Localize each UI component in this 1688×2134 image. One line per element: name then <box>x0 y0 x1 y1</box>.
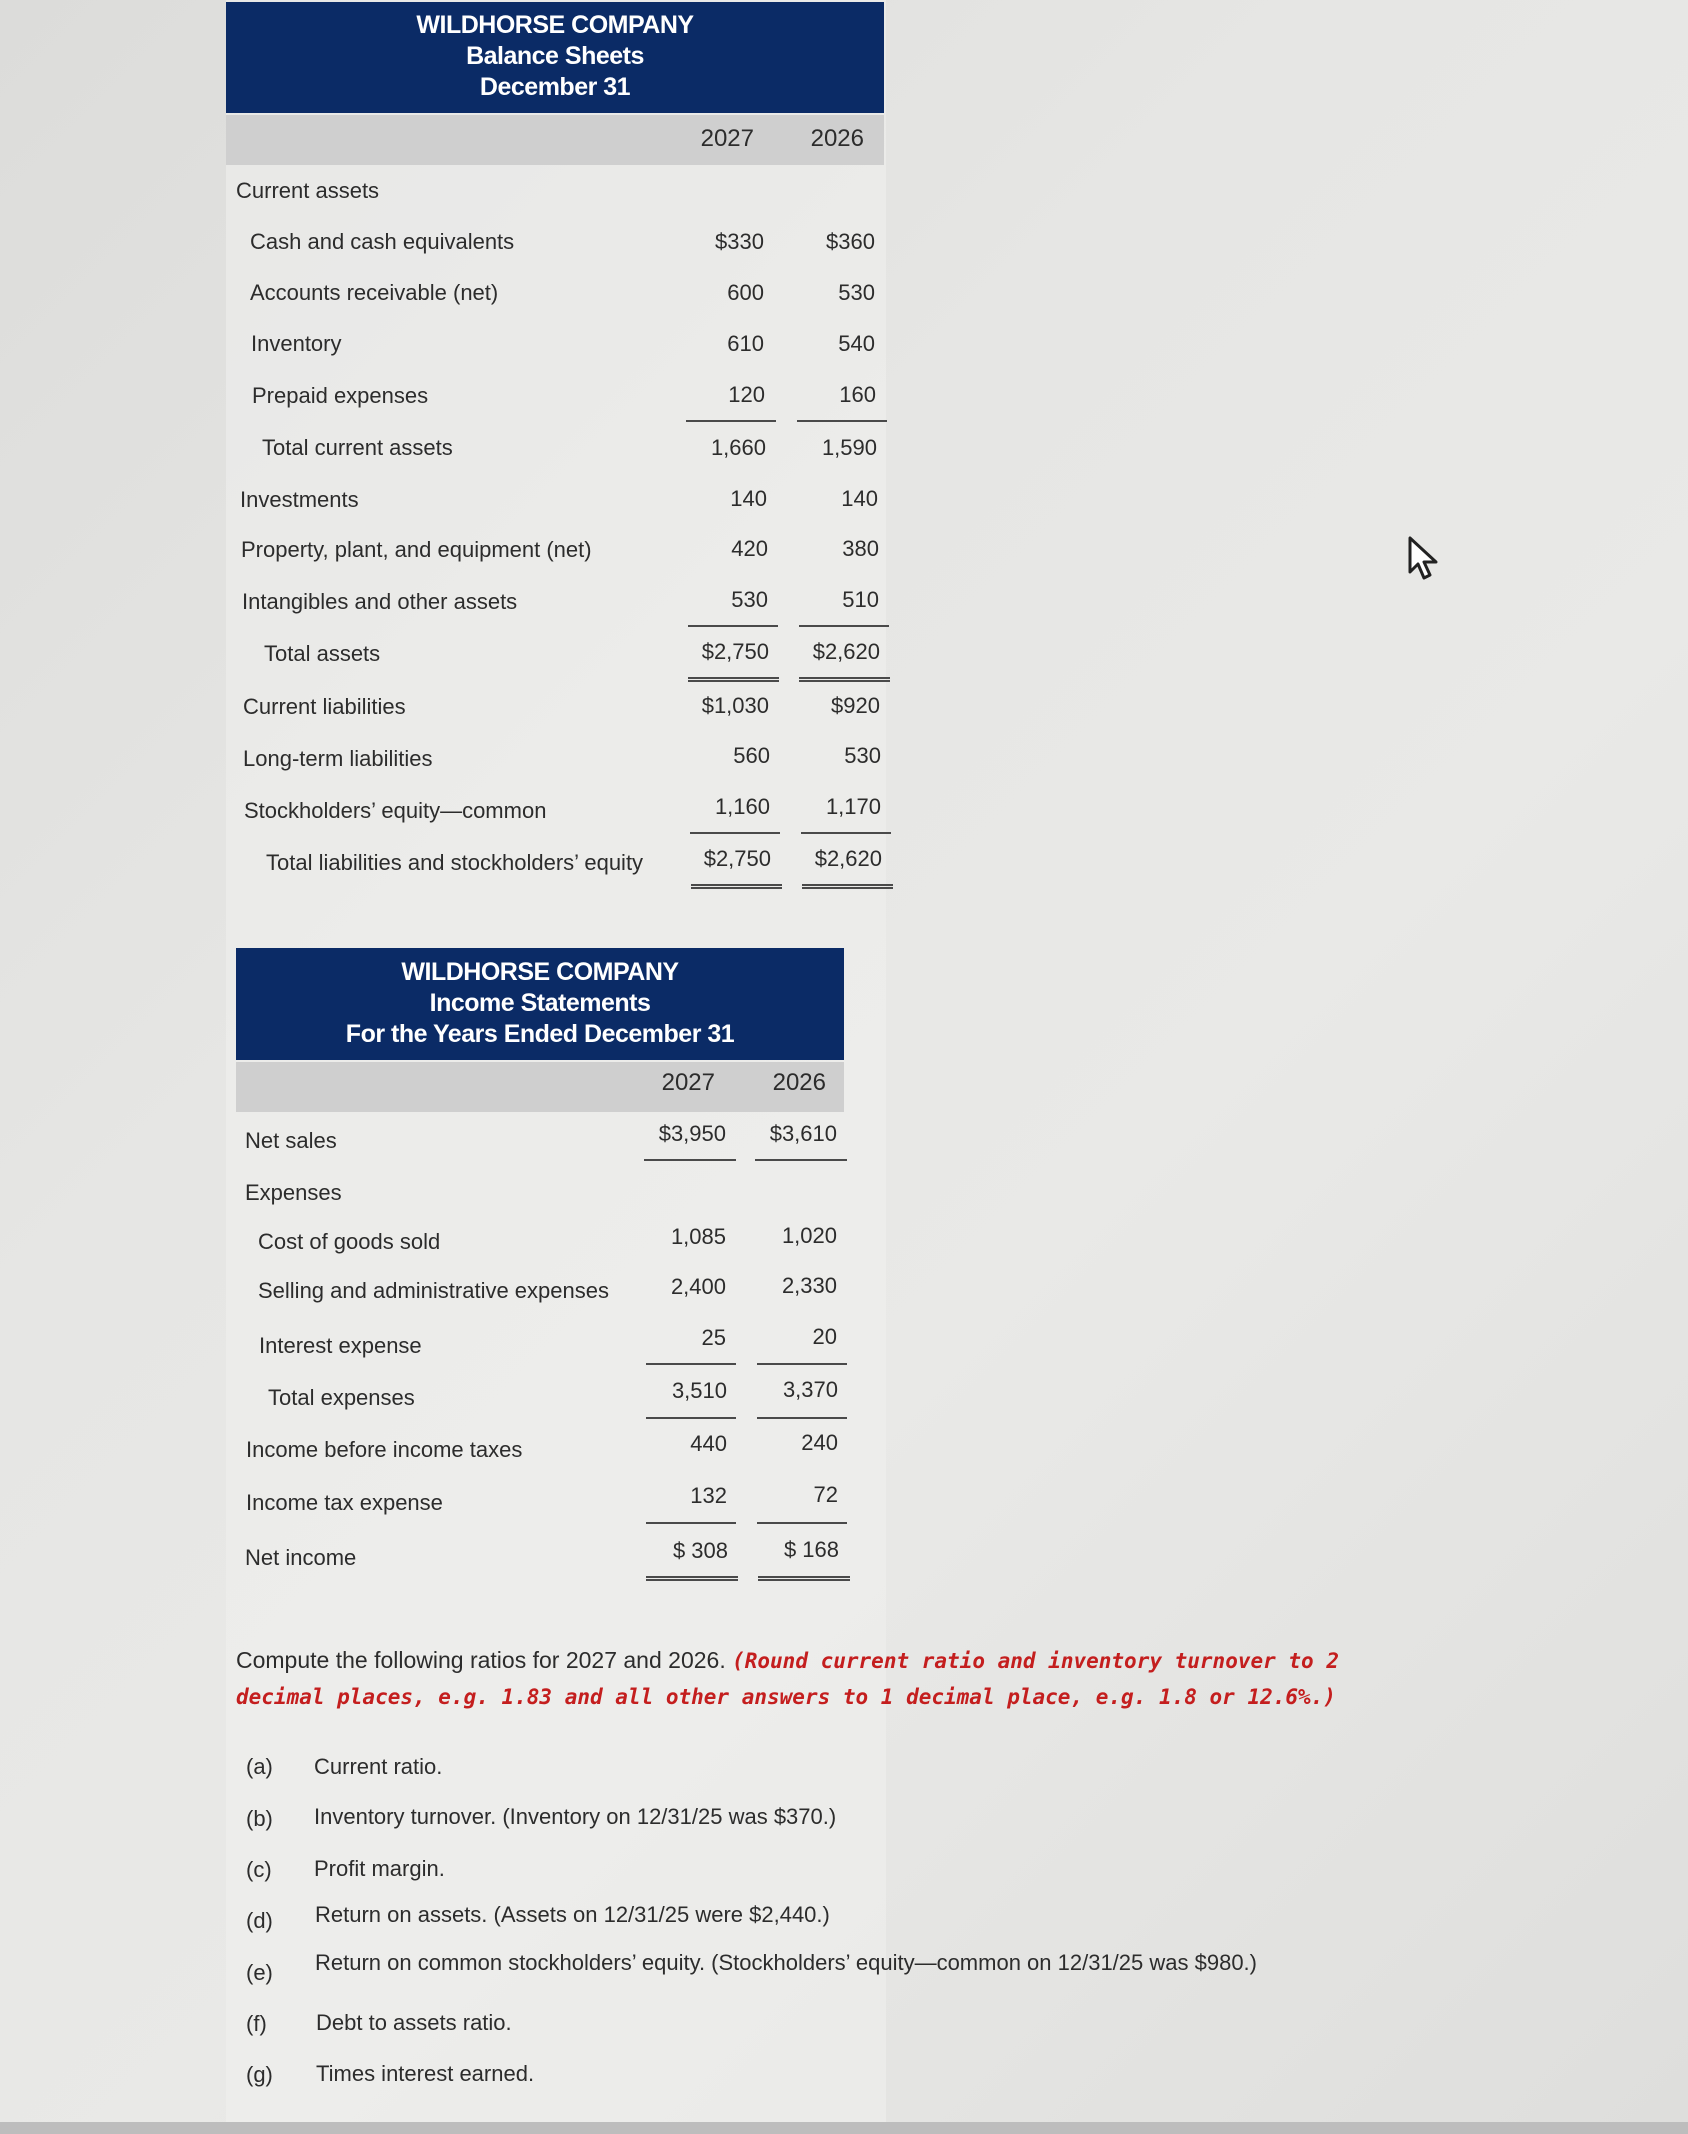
rule-intangibles-2026 <box>799 625 889 627</box>
income-statement-period: For the Years Ended December 31 <box>345 1020 735 1048</box>
value-intangibles-2027: 530 <box>731 587 768 612</box>
row-label-current-liabilities: Current liabilities <box>243 694 406 719</box>
balance-sheet-title: Balance Sheets <box>466 42 644 70</box>
row-label-total-expenses: Total expenses <box>268 1385 415 1410</box>
question-e-letter: (e) <box>246 1960 273 1985</box>
rule-se-2027 <box>690 832 780 834</box>
row-label-long-term-liabilities: Long-term liabilities <box>243 746 433 771</box>
value-total-assets-2026: $2,620 <box>812 639 880 664</box>
row-label-inventory: Inventory <box>251 331 342 356</box>
instructions-text: Compute the following ratios for 2027 and 2026. <box>236 1647 726 1673</box>
value-cash-2026: $360 <box>826 229 875 254</box>
double-rule-tle-2027 <box>691 884 782 889</box>
row-label-net-sales: Net sales <box>245 1128 337 1153</box>
question-g-text: Times interest earned. <box>316 2061 535 2086</box>
double-rule-net-income-2026 <box>758 1576 850 1581</box>
value-cl-2026: $920 <box>831 693 880 718</box>
row-label-selling-admin: Selling and administrative expenses <box>258 1278 609 1303</box>
question-d-letter: (d) <box>246 1908 273 1933</box>
value-tax-2027: 132 <box>690 1483 727 1508</box>
value-cash-2027: $330 <box>715 229 764 254</box>
rule-tax-2027 <box>646 1522 736 1524</box>
double-rule-net-income-2027 <box>646 1576 738 1581</box>
value-inventory-2027: 610 <box>727 331 764 356</box>
double-rule-tle-2026 <box>802 884 893 889</box>
question-c-letter: (c) <box>246 1857 272 1882</box>
value-ar-2027: 600 <box>727 280 764 305</box>
balance-sheet-company: WILDHORSE COMPANY <box>416 11 694 39</box>
row-label-expenses: Expenses <box>245 1180 342 1205</box>
balance-sheet-date: December 31 <box>479 73 631 101</box>
value-inventory-2026: 540 <box>838 331 875 356</box>
value-cl-2027: $1,030 <box>701 693 769 718</box>
value-tca-2026: 1,590 <box>821 435 877 460</box>
value-ar-2026: 530 <box>838 280 875 305</box>
value-total-assets-2027: $2,750 <box>701 639 769 664</box>
row-label-ppe: Property, plant, and equipment (net) <box>241 537 592 562</box>
value-ltl-2026: 530 <box>844 743 881 768</box>
rule-se-2026 <box>801 832 891 834</box>
bottom-edge <box>0 2122 1688 2134</box>
row-label-total-liabilities-equity: Total liabilities and stockholders’ equity <box>266 850 644 875</box>
question-e-text: Return on common stockholders’ equity. (Stockholders’ equity—common on 12/31/25 was $980.) <box>315 1950 1257 1975</box>
value-total-expenses-2027: 3,510 <box>671 1378 727 1403</box>
question-d-text: Return on assets. (Assets on 12/31/25 were $2,440.) <box>315 1902 830 1927</box>
balance-sheet-year-2026: 2026 <box>810 125 864 152</box>
value-ibt-2027: 440 <box>690 1431 727 1456</box>
value-net-sales-2027: $3,950 <box>658 1121 726 1146</box>
value-net-income-2026: $ 168 <box>783 1537 839 1562</box>
value-tax-2026: 72 <box>813 1482 838 1507</box>
question-b-text: Inventory turnover. (Inventory on 12/31/25 was $370.) <box>314 1804 837 1829</box>
rule-prepaid-2027 <box>686 420 776 422</box>
rule-net-sales-2027 <box>644 1159 736 1161</box>
value-prepaid-2026: 160 <box>839 382 876 407</box>
income-statement-year-2027: 2027 <box>661 1069 715 1096</box>
question-c-text: Profit margin. <box>314 1856 445 1881</box>
value-interest-2026: 20 <box>812 1324 837 1349</box>
value-ltl-2027: 560 <box>733 743 770 768</box>
value-intangibles-2026: 510 <box>842 587 879 612</box>
rule-tax-2026 <box>757 1522 847 1524</box>
double-rule-total-assets-2027 <box>688 677 779 682</box>
income-statement-company: WILDHORSE COMPANY <box>401 958 679 986</box>
row-label-income-before-taxes: Income before income taxes <box>246 1437 523 1462</box>
rule-total-expenses-2026 <box>757 1417 847 1419</box>
instructions <box>236 1643 1416 1715</box>
question-a-letter: (a) <box>246 1754 273 1779</box>
value-investments-2026: 140 <box>841 486 878 511</box>
value-tle-2026: $2,620 <box>814 846 882 871</box>
rule-interest-2027 <box>646 1363 736 1365</box>
rule-interest-2026 <box>757 1363 847 1365</box>
value-tle-2027: $2,750 <box>703 846 771 871</box>
value-cogs-2027: 1,085 <box>670 1224 726 1249</box>
row-label-net-income: Net income <box>245 1545 357 1570</box>
row-label-accounts-receivable: Accounts receivable (net) <box>250 280 499 305</box>
value-total-expenses-2026: 3,370 <box>782 1377 838 1402</box>
rule-total-expenses-2027 <box>646 1417 736 1419</box>
value-ppe-2026: 380 <box>842 536 879 561</box>
value-ibt-2026: 240 <box>801 1430 838 1455</box>
double-rule-total-assets-2026 <box>799 677 890 682</box>
question-b-letter: (b) <box>246 1806 273 1831</box>
value-investments-2027: 140 <box>730 486 767 511</box>
rule-net-sales-2026 <box>755 1159 847 1161</box>
value-ppe-2027: 420 <box>731 536 768 561</box>
value-interest-2027: 25 <box>701 1325 726 1350</box>
row-label-current-assets: Current assets <box>236 178 380 203</box>
row-label-stockholders-equity: Stockholders’ equity—common <box>244 798 547 823</box>
row-label-income-tax: Income tax expense <box>246 1490 443 1515</box>
mouse-pointer-icon <box>1408 536 1442 584</box>
value-se-2027: 1,160 <box>714 794 770 819</box>
question-f-text: Debt to assets ratio. <box>316 2010 512 2035</box>
question-f-letter: (f) <box>246 2011 267 2036</box>
row-label-total-current-assets: Total current assets <box>262 435 453 460</box>
value-se-2026: 1,170 <box>825 794 881 819</box>
rule-prepaid-2026 <box>797 420 887 422</box>
row-label-prepaid: Prepaid expenses <box>252 383 429 408</box>
row-label-intangibles: Intangibles and other assets <box>242 589 518 614</box>
row-label-interest-expense: Interest expense <box>259 1333 422 1358</box>
value-prepaid-2027: 120 <box>728 382 765 407</box>
value-net-sales-2026: $3,610 <box>769 1121 837 1146</box>
value-cogs-2026: 1,020 <box>781 1223 837 1248</box>
income-statement-header <box>236 948 844 1060</box>
question-g-letter: (g) <box>246 2062 273 2087</box>
row-label-total-assets: Total assets <box>264 641 381 666</box>
row-label-cash: Cash and cash equivalents <box>250 229 515 254</box>
value-selling-admin-2027: 2,400 <box>670 1274 726 1299</box>
value-tca-2027: 1,660 <box>710 435 766 460</box>
balance-sheet-year-2027: 2027 <box>700 125 754 152</box>
income-statement-title: Income Statements <box>429 989 651 1017</box>
balance-sheet-header <box>226 2 884 113</box>
instructions-rounding-note: (Round current ratio and inventory turnover to 2 decimal places, e.g. 1.83 and all other answers to 1 decimal place, e.g. 1.8 or 12.6%.) <box>236 1649 1339 1709</box>
row-label-cogs: Cost of goods sold <box>258 1229 441 1254</box>
row-label-investments: Investments <box>240 487 359 512</box>
question-a-text: Current ratio. <box>314 1754 443 1779</box>
income-statement-year-2026: 2026 <box>772 1069 826 1096</box>
value-selling-admin-2026: 2,330 <box>781 1273 837 1298</box>
rule-intangibles-2027 <box>688 625 778 627</box>
value-net-income-2027: $ 308 <box>672 1538 728 1563</box>
